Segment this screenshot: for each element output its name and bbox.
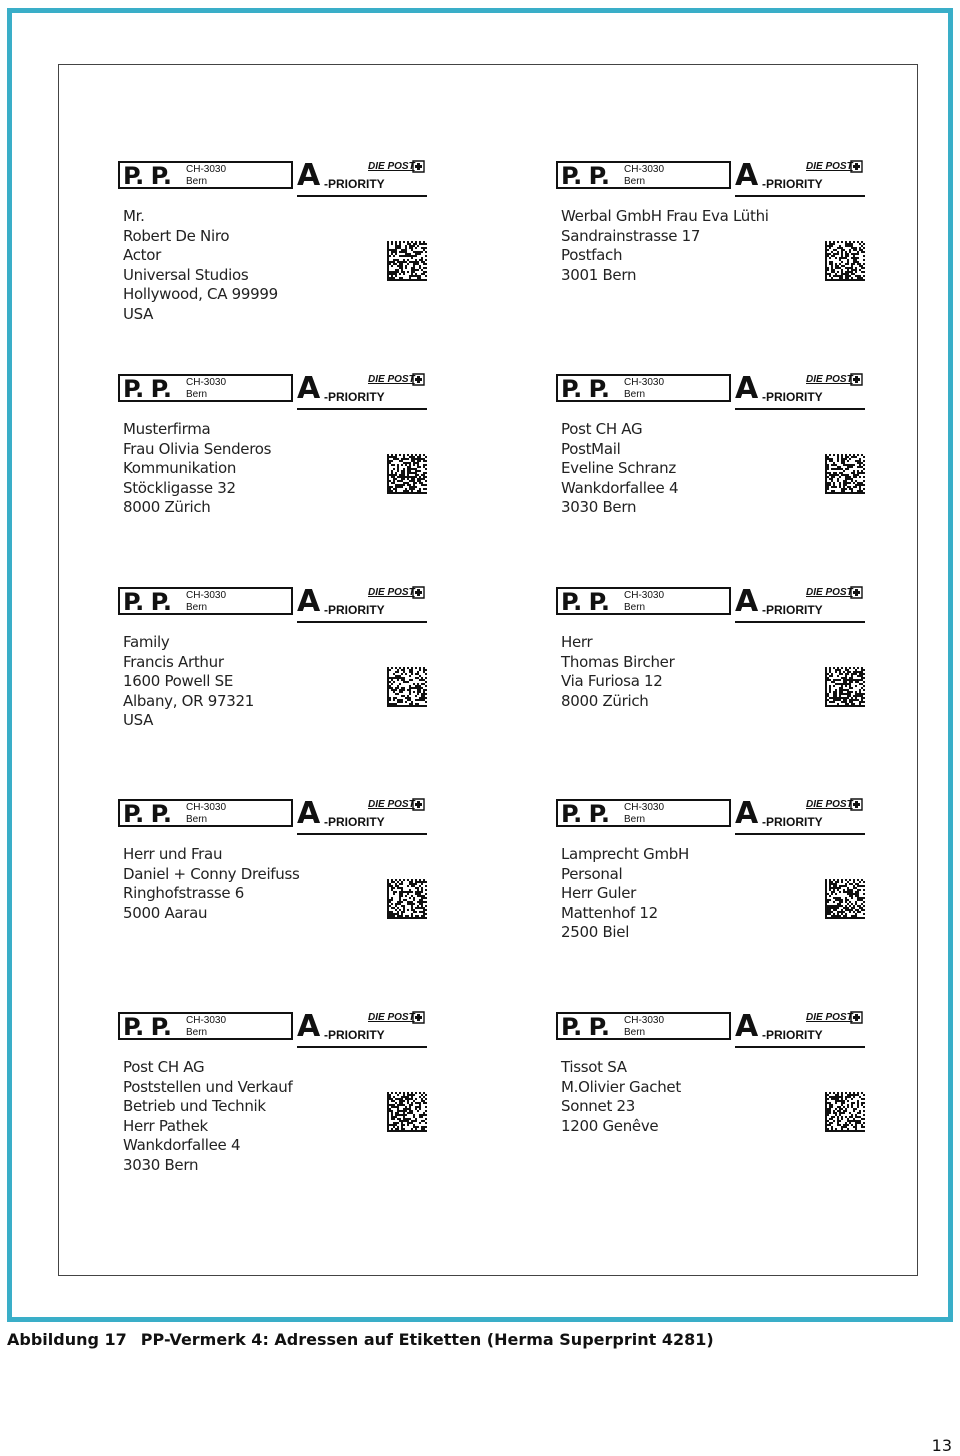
address-line: Wankdorfallee 4 [123, 1136, 241, 1155]
datamatrix-code-icon [825, 1092, 865, 1132]
datamatrix-code-icon [825, 454, 865, 494]
pp-city: Bern [624, 176, 646, 187]
stamp-rule [735, 195, 865, 197]
priority-letter: A [297, 371, 321, 406]
priority-letter: A [297, 158, 321, 193]
address-label [118, 371, 430, 564]
pp-stamp [556, 796, 864, 837]
stamp-rule [297, 621, 427, 623]
swiss-cross-icon [850, 798, 863, 811]
pp-stamp [556, 158, 864, 199]
pp-postcode: CH-3030 [186, 590, 227, 601]
priority-letter: A [735, 796, 759, 831]
pp-mark: P. P. [123, 588, 171, 616]
pp-city: Bern [186, 814, 208, 825]
pp-mark: P. P. [561, 162, 609, 190]
pp-postcode: CH-3030 [624, 802, 665, 813]
pp-city: Bern [186, 1027, 208, 1038]
address-line: Mr. [123, 207, 145, 225]
label-sheet [58, 64, 918, 1276]
address-label [556, 796, 868, 989]
address-line: M.Olivier Gachet [561, 1077, 681, 1096]
address-line: Post CH AG [561, 420, 643, 438]
priority-text: -PRIORITY [762, 815, 823, 829]
address-line: Werbal GmbH Frau Eva Lüthi [561, 207, 769, 225]
pp-stamp [556, 371, 864, 412]
die-post-logo: DIE POST [806, 161, 853, 172]
pp-postcode: CH-3030 [624, 377, 665, 388]
pp-box [118, 374, 293, 402]
pp-box [556, 1012, 731, 1040]
pp-box [556, 587, 731, 615]
pp-city: Bern [624, 602, 646, 613]
address-line: Betrieb und Technik [123, 1097, 266, 1116]
address-line: Family [123, 633, 170, 651]
address-line: Eveline Schranz [561, 459, 676, 478]
caption-text: PP-Vermerk 4: Adressen auf Etiketten (Herma Superprint 4281) [140, 1330, 714, 1349]
datamatrix-code-icon [387, 879, 427, 919]
priority-letter: A [735, 584, 759, 619]
pp-mark: P. P. [561, 1013, 609, 1041]
address-label [556, 1009, 868, 1202]
address-line: 1600 Powell SE [123, 672, 234, 691]
address-label [556, 158, 868, 351]
pp-postcode: CH-3030 [624, 164, 665, 175]
address-line: 3030 Bern [123, 1155, 199, 1174]
die-post-logo: DIE POST [368, 161, 415, 172]
address-line: Postfach [561, 246, 623, 265]
pp-city: Bern [186, 389, 208, 400]
stamp-rule [735, 621, 865, 623]
address-line: Frau Olivia Senderos [123, 439, 272, 458]
pp-postcode: CH-3030 [186, 377, 227, 388]
address-line: USA [123, 711, 154, 730]
address-line: Hollywood, CA 99999 [123, 285, 278, 304]
pp-city: Bern [624, 389, 646, 400]
address-line: 8000 Zürich [561, 691, 649, 710]
recipient-address [561, 207, 769, 285]
priority-text: -PRIORITY [762, 177, 823, 191]
die-post-logo: DIE POST [806, 1012, 853, 1023]
address-line: Thomas Bircher [561, 652, 675, 671]
recipient-address [561, 1058, 681, 1136]
pp-stamp [118, 584, 426, 625]
priority-letter: A [297, 584, 321, 619]
address-line: 3030 Bern [561, 498, 637, 517]
stamp-rule [735, 833, 865, 835]
address-line: Herr Guler [561, 884, 637, 903]
recipient-address [123, 633, 254, 731]
datamatrix-code-icon [825, 879, 865, 919]
address-label [118, 1009, 430, 1202]
recipient-address [123, 420, 271, 518]
address-line: Albany, OR 97321 [123, 691, 254, 710]
priority-letter: A [735, 1009, 759, 1044]
address-line: Ringhofstrasse 6 [123, 884, 245, 903]
address-line: Poststellen und Verkauf [123, 1077, 293, 1096]
datamatrix-code-icon [387, 667, 427, 707]
priority-text: -PRIORITY [324, 390, 385, 404]
pp-stamp [118, 1009, 426, 1050]
pp-box [556, 374, 731, 402]
address-line: USA [123, 304, 154, 323]
pp-postcode: CH-3030 [624, 1015, 665, 1026]
priority-text: -PRIORITY [324, 815, 385, 829]
stamp-rule [297, 195, 427, 197]
stamp-rule [297, 1046, 427, 1048]
recipient-address [123, 845, 300, 923]
address-line: Post CH AG [123, 1058, 205, 1076]
pp-postcode: CH-3030 [186, 1015, 227, 1026]
figure-frame [7, 8, 953, 1322]
swiss-cross-icon [412, 798, 425, 811]
address-line: Kommunikation [123, 459, 237, 478]
priority-letter: A [297, 1009, 321, 1044]
figure-caption [7, 1330, 714, 1349]
address-label [556, 371, 868, 564]
pp-box [118, 799, 293, 827]
address-line: 2500 Biel [561, 923, 630, 942]
recipient-address [561, 633, 674, 711]
priority-letter: A [735, 158, 759, 193]
stamp-rule [297, 833, 427, 835]
stamp-rule [735, 408, 865, 410]
die-post-logo: DIE POST [806, 799, 853, 810]
pp-box [556, 799, 731, 827]
address-line: Lamprecht GmbH [561, 845, 689, 863]
die-post-logo: DIE POST [368, 1012, 415, 1023]
recipient-address [123, 1058, 292, 1176]
priority-text: -PRIORITY [762, 390, 823, 404]
swiss-cross-icon [850, 160, 863, 173]
pp-postcode: CH-3030 [186, 802, 227, 813]
address-line: Actor [123, 246, 161, 265]
swiss-cross-icon [412, 1011, 425, 1024]
pp-mark: P. P. [123, 800, 171, 828]
datamatrix-code-icon [387, 1092, 427, 1132]
address-line: Sandrainstrasse 17 [561, 226, 701, 245]
swiss-cross-icon [412, 373, 425, 386]
address-line: 1200 Genêve [561, 1116, 659, 1135]
address-line: Herr und Frau [123, 845, 223, 863]
address-line: Personal [561, 864, 623, 883]
address-line: Stöckligasse 32 [123, 478, 236, 497]
address-line: Robert De Niro [123, 226, 230, 245]
pp-stamp [118, 158, 426, 199]
datamatrix-code-icon [825, 667, 865, 707]
stamp-rule [297, 408, 427, 410]
caption-number: Abbildung 17 [7, 1330, 127, 1349]
swiss-cross-icon [412, 586, 425, 599]
pp-mark: P. P. [561, 375, 609, 403]
address-line: PostMail [561, 439, 621, 458]
pp-city: Bern [186, 602, 208, 613]
pp-mark: P. P. [561, 800, 609, 828]
die-post-logo: DIE POST [368, 587, 415, 598]
address-line: 3001 Bern [561, 265, 637, 284]
page-number: 13 [931, 1436, 952, 1455]
address-label [118, 158, 430, 351]
address-label [118, 796, 430, 989]
pp-stamp [556, 584, 864, 625]
pp-box [556, 161, 731, 189]
address-line: Tissot SA [561, 1058, 627, 1076]
priority-text: -PRIORITY [324, 603, 385, 617]
priority-text: -PRIORITY [762, 603, 823, 617]
swiss-cross-icon [850, 586, 863, 599]
swiss-cross-icon [850, 1011, 863, 1024]
pp-mark: P. P. [123, 375, 171, 403]
address-line: Herr [561, 633, 593, 651]
pp-postcode: CH-3030 [186, 164, 227, 175]
address-line: Wankdorfallee 4 [561, 478, 679, 497]
address-line: Herr Pathek [123, 1116, 208, 1135]
pp-city: Bern [186, 176, 208, 187]
address-label [118, 584, 430, 777]
address-line: Francis Arthur [123, 652, 224, 671]
address-line: Universal Studios [123, 265, 249, 284]
die-post-logo: DIE POST [368, 374, 415, 385]
die-post-logo: DIE POST [806, 587, 853, 598]
address-line: 5000 Aarau [123, 903, 208, 922]
recipient-address [561, 845, 689, 943]
swiss-cross-icon [412, 160, 425, 173]
address-line: Daniel + Conny Dreifuss [123, 864, 300, 883]
priority-text: -PRIORITY [324, 177, 385, 191]
address-line: 8000 Zürich [123, 498, 211, 517]
address-line: Sonnet 23 [561, 1097, 635, 1116]
pp-city: Bern [624, 1027, 646, 1038]
pp-stamp [556, 1009, 864, 1050]
recipient-address [123, 207, 278, 325]
priority-text: -PRIORITY [324, 1028, 385, 1042]
die-post-logo: DIE POST [806, 374, 853, 385]
priority-text: -PRIORITY [762, 1028, 823, 1042]
pp-mark: P. P. [561, 588, 609, 616]
address-line: Mattenhof 12 [561, 903, 658, 922]
pp-stamp [118, 371, 426, 412]
die-post-logo: DIE POST [368, 799, 415, 810]
priority-letter: A [735, 371, 759, 406]
pp-city: Bern [624, 814, 646, 825]
pp-box [118, 161, 293, 189]
pp-mark: P. P. [123, 1013, 171, 1041]
pp-mark: P. P. [123, 162, 171, 190]
priority-letter: A [297, 796, 321, 831]
datamatrix-code-icon [825, 241, 865, 281]
recipient-address [561, 420, 678, 518]
pp-postcode: CH-3030 [624, 590, 665, 601]
address-line: Via Furiosa 12 [561, 672, 663, 691]
datamatrix-code-icon [387, 454, 427, 494]
pp-box [118, 587, 293, 615]
datamatrix-code-icon [387, 241, 427, 281]
pp-box [118, 1012, 293, 1040]
address-label [556, 584, 868, 777]
stamp-rule [735, 1046, 865, 1048]
swiss-cross-icon [850, 373, 863, 386]
address-line: Musterfirma [123, 420, 211, 438]
pp-stamp [118, 796, 426, 837]
